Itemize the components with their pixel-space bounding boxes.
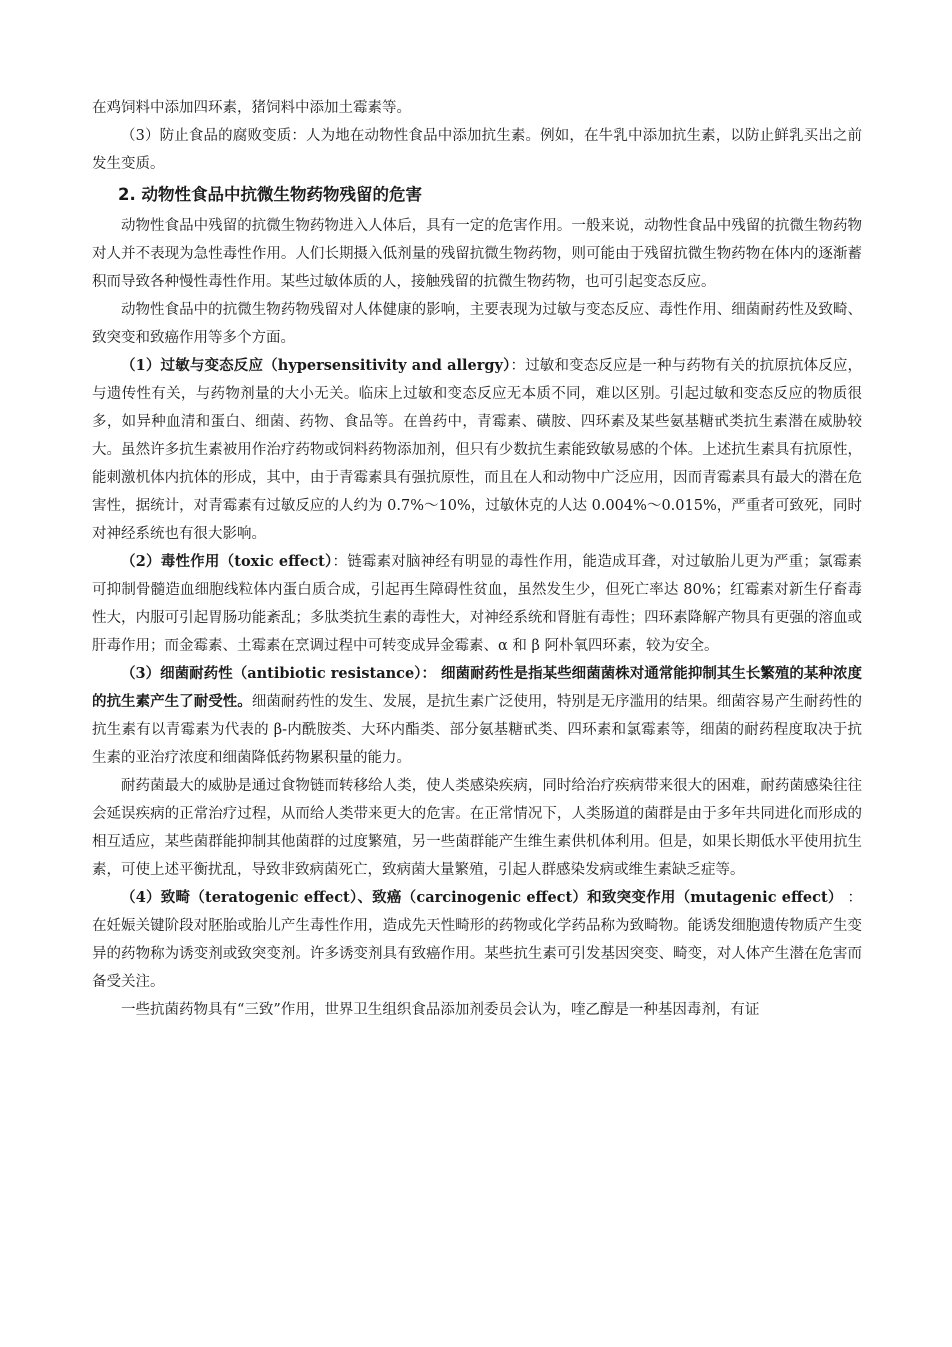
- paragraph-intro: 动物性食品中残留的抗微生物药物进入人体后，具有一定的危害作用。一般来说，动物性食品中残留的抗微生物药物对人并不表现为急性毒性作用。人们长期摄入低剂量的残留抗微生物药物，则可能由于残留抗微生物药物在体内的逐渐蓄积而导致各种慢性毒性作用。某些过敏体质的人，接触残留的抗微生物药物，也可引起变态反应。: [92, 218, 862, 290]
- paragraph-allergy: [92, 352, 862, 548]
- paragraph-resistance: [92, 660, 862, 772]
- teratogenic-body: ： 在妊娠关键阶段对胚胎或胎儿产生毒性作用，造成先天性畸形的药物或化学药品称为致畸物。能诱发细胞遗传物质产生变异的药物称为诱变剂或致突变剂。许多诱变剂具有致癌作用。某些抗生素可引发基因突变、畸变，对人体产生潜在危害而备受关注。: [92, 890, 862, 990]
- allergy-body: ：过敏和变态反应是一种与药物有关的抗原抗体反应，与遗传性有关，与药物剂量的大小无关。临床上过敏和变态反应无本质不同，难以区别。引起过敏和变态反应的物质很多，如异种血清和蛋白、细菌、药物、食品等。在兽药中，青霉素、磺胺、四环素及某些氨基糖甙类抗生素潜在威胁较大。虽然许多抗生素被用作治疗药物或饲料药物添加剂，但只有少数抗生素能致敏易感的个体。上述抗生素具有抗原性，能刺激机体内抗体的形成，其中，由于青霉素具有强抗原性，而且在人和动物中广泛应用，因而青霉素具有最大的潜在危害性，据统计，对青霉素有过敏反应的人约为 0.7%～10%，过敏休克的人达 0.004%～0.015%，严重者可致死，同时对神经系统也有很大影响。: [92, 358, 863, 542]
- document-page: [92, 94, 862, 1024]
- toxic-lead: （2）毒性作用（toxic effect）: [121, 553, 333, 570]
- paragraph-teratogenic: [92, 884, 862, 996]
- paragraph-three-effects: 一些抗菌药物具有“三致”作用，世界卫生组织食品添加剂委员会认为，喹乙醇是一种基因毒剂，有证: [121, 1002, 760, 1018]
- paragraph-continuation: 在鸡饲料中添加四环素，猪饲料中添加土霉素等。: [92, 100, 411, 116]
- toxic-body: ：链霉素对脑神经有明显的毒性作用，能造成耳聋，对过敏胎儿更为严重；氯霉素可抑制骨髓造血细胞线粒体内蛋白质合成，引起再生障碍性贫血，虽然发生少，但死亡率达 80%；红霉素对新生仔畜毒性大，内服可引起胃肠功能紊乱；多肽类抗生素的毒性大，对神经系统和肾脏有毒性；四环素降解产物具有更强的溶血或肝毒作用；而金霉素、土霉素在烹调过程中可转变成异金霉素、α 和 β 阿朴氧四环素，较为安全。: [92, 554, 862, 654]
- teratogenic-lead: （4）致畸（teratogenic effect）、致癌（carcinogenic effect）和致突变作用（mutagenic effect）: [121, 889, 843, 906]
- paragraph-prevent-spoilage: （3）防止食品的腐败变质：人为地在动物性食品中添加抗生素。例如，在牛乳中添加抗生素，以防止鲜乳买出之前发生变质。: [92, 128, 862, 172]
- resistance-body: 细菌耐药性的发生、发展，是抗生素广泛使用，特别是无序滥用的结果。细菌容易产生耐药性的抗生素有以青霉素为代表的 β-内酰胺类、大环内酯类、部分氨基糖甙类、四环素和氯霉素等，细菌的耐药程度取决于抗生素的亚治疗浓度和细菌降低药物累积量的能力。: [92, 694, 863, 766]
- allergy-lead: （1）过敏与变态反应（hypersensitivity and allergy）: [121, 357, 511, 374]
- paragraph-toxic: [92, 548, 862, 660]
- resistance-lead: （3）细菌耐药性（antibiotic resistance）： 细菌耐药性是指某些细菌菌株对通常能抑制其生长繁殖的某种浓度的抗生素产生了耐受性。: [92, 665, 862, 710]
- paragraph-resistant-bacteria: 耐药菌最大的威胁是通过食物链而转移给人类，使人类感染疾病，同时给治疗疾病带来很大的困难，耐药菌感染往往会延误疾病的正常治疗过程，从而给人类带来更大的危害。在正常情况下，人类肠道的菌群是由于多年共同进化而形成的相互适应，某些菌群能抑制其他菌群的过度繁殖，另一些菌群能产生维生素供机体利用。但是，如果长期低水平使用抗生素，可使上述平衡扰乱，导致非致病菌死亡，致病菌大量繁殖，引起人群感染发病或维生素缺乏症等。: [92, 778, 862, 878]
- paragraph-overview: 动物性食品中的抗微生物药物残留对人体健康的影响，主要表现为过敏与变态反应、毒性作用、细菌耐药性及致畸、致突变和致癌作用等多个方面。: [92, 302, 862, 346]
- section-heading: 2. 动物性食品中抗微生物药物残留的危害: [118, 185, 422, 204]
